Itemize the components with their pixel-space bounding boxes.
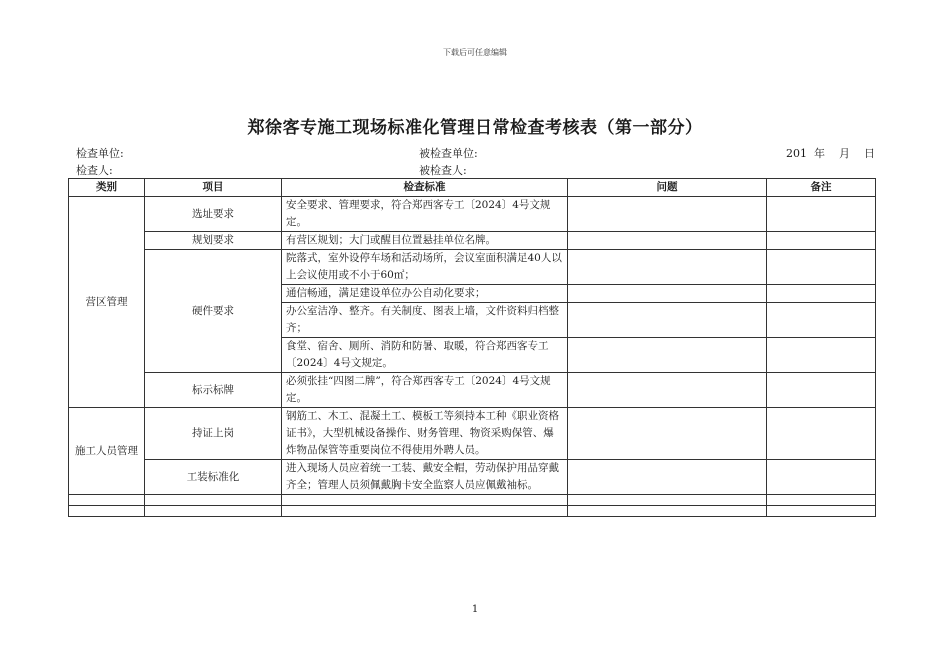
blank-row bbox=[69, 495, 876, 506]
remarks-cell[interactable] bbox=[767, 250, 876, 285]
table-row bbox=[69, 373, 876, 408]
inspection-table bbox=[68, 178, 876, 517]
item-cell: 硬件要求 bbox=[145, 250, 282, 373]
blank-cell[interactable] bbox=[69, 506, 145, 517]
blank-cell[interactable] bbox=[282, 506, 568, 517]
inspected-person-label: 被检查人: bbox=[419, 164, 467, 177]
criteria-cell: 通信畅通，满足建设单位办公自动化要求； bbox=[282, 285, 568, 303]
criteria-cell: 安全要求、管理要求，符合郑西客专工〔2024〕4号文规定。 bbox=[282, 197, 568, 232]
issue-cell[interactable] bbox=[568, 303, 767, 338]
remarks-cell[interactable] bbox=[767, 373, 876, 408]
issue-cell[interactable] bbox=[568, 338, 767, 373]
remarks-cell[interactable] bbox=[767, 303, 876, 338]
criteria-cell: 有营区规划；大门或醒目位置悬挂单位名牌。 bbox=[282, 232, 568, 250]
issue-cell[interactable] bbox=[568, 232, 767, 250]
issue-cell[interactable] bbox=[568, 250, 767, 285]
criteria-cell: 院落式，室外设停车场和活动场所，会议室面积满足40人以上会议使用或不小于60㎡； bbox=[282, 250, 568, 285]
item-cell: 标示标牌 bbox=[145, 373, 282, 408]
remarks-cell[interactable] bbox=[767, 232, 876, 250]
remarks-cell[interactable] bbox=[767, 408, 876, 460]
blank-cell[interactable] bbox=[282, 495, 568, 506]
inspecting-unit-label: 检查单位: bbox=[76, 147, 124, 160]
header-note: 下载后可任意编辑 bbox=[443, 48, 507, 57]
issue-cell[interactable] bbox=[568, 285, 767, 303]
category-cell: 施工人员管理 bbox=[69, 408, 145, 495]
blank-cell[interactable] bbox=[69, 495, 145, 506]
inspected-unit-label: 被检查单位: bbox=[419, 147, 478, 160]
remarks-cell[interactable] bbox=[767, 460, 876, 495]
item-cell: 规划要求 bbox=[145, 232, 282, 250]
header-remarks: 备注 bbox=[767, 179, 876, 197]
date-label: 201 年 月 日 bbox=[786, 147, 875, 160]
table-header-row bbox=[69, 179, 876, 197]
category-cell: 营区管理 bbox=[69, 197, 145, 408]
table-row bbox=[69, 250, 876, 285]
issue-cell[interactable] bbox=[568, 197, 767, 232]
remarks-cell[interactable] bbox=[767, 338, 876, 373]
criteria-cell: 钢筋工、木工、混凝土工、模板工等须持本工种《职业资格证书》，大型机械设备操作、财务管理、物资采购保管、爆炸物品保管等重要岗位不得使用外聘人员。 bbox=[282, 408, 568, 460]
header-item: 项目 bbox=[145, 179, 282, 197]
criteria-cell: 办公室洁净、整齐。有关制度、图表上墙，文件资料归档整齐； bbox=[282, 303, 568, 338]
table-row bbox=[69, 197, 876, 232]
header-issue: 问题 bbox=[568, 179, 767, 197]
issue-cell[interactable] bbox=[568, 373, 767, 408]
blank-cell[interactable] bbox=[767, 506, 876, 517]
table-row bbox=[69, 460, 876, 495]
blank-cell[interactable] bbox=[568, 506, 767, 517]
blank-cell[interactable] bbox=[145, 495, 282, 506]
table-row bbox=[69, 408, 876, 460]
blank-cell[interactable] bbox=[145, 506, 282, 517]
blank-row bbox=[69, 506, 876, 517]
item-cell: 持证上岗 bbox=[145, 408, 282, 460]
page-number: 1 bbox=[471, 604, 479, 615]
issue-cell[interactable] bbox=[568, 408, 767, 460]
item-cell: 选址要求 bbox=[145, 197, 282, 232]
remarks-cell[interactable] bbox=[767, 197, 876, 232]
header-category: 类别 bbox=[69, 179, 145, 197]
blank-cell[interactable] bbox=[568, 495, 767, 506]
item-cell: 工装标准化 bbox=[145, 460, 282, 495]
inspector-label: 检查人: bbox=[76, 164, 113, 177]
header-criteria: 检查标准 bbox=[282, 179, 568, 197]
issue-cell[interactable] bbox=[568, 460, 767, 495]
remarks-cell[interactable] bbox=[767, 285, 876, 303]
page-title: 郑徐客专施工现场标准化管理日常检查考核表（第一部分） bbox=[247, 118, 703, 138]
criteria-cell: 进入现场人员应着统一工装、戴安全帽，劳动保护用品穿戴齐全；管理人员须佩戴胸卡安全监察人员应佩戴袖标。 bbox=[282, 460, 568, 495]
table-row bbox=[69, 232, 876, 250]
criteria-cell: 必须张挂“四图二牌”，符合郑西客专工〔2024〕4号文规定。 bbox=[282, 373, 568, 408]
criteria-cell: 食堂、宿舍、厕所、消防和防暑、取暖，符合郑西客专工〔2024〕4号文规定。 bbox=[282, 338, 568, 373]
blank-cell[interactable] bbox=[767, 495, 876, 506]
